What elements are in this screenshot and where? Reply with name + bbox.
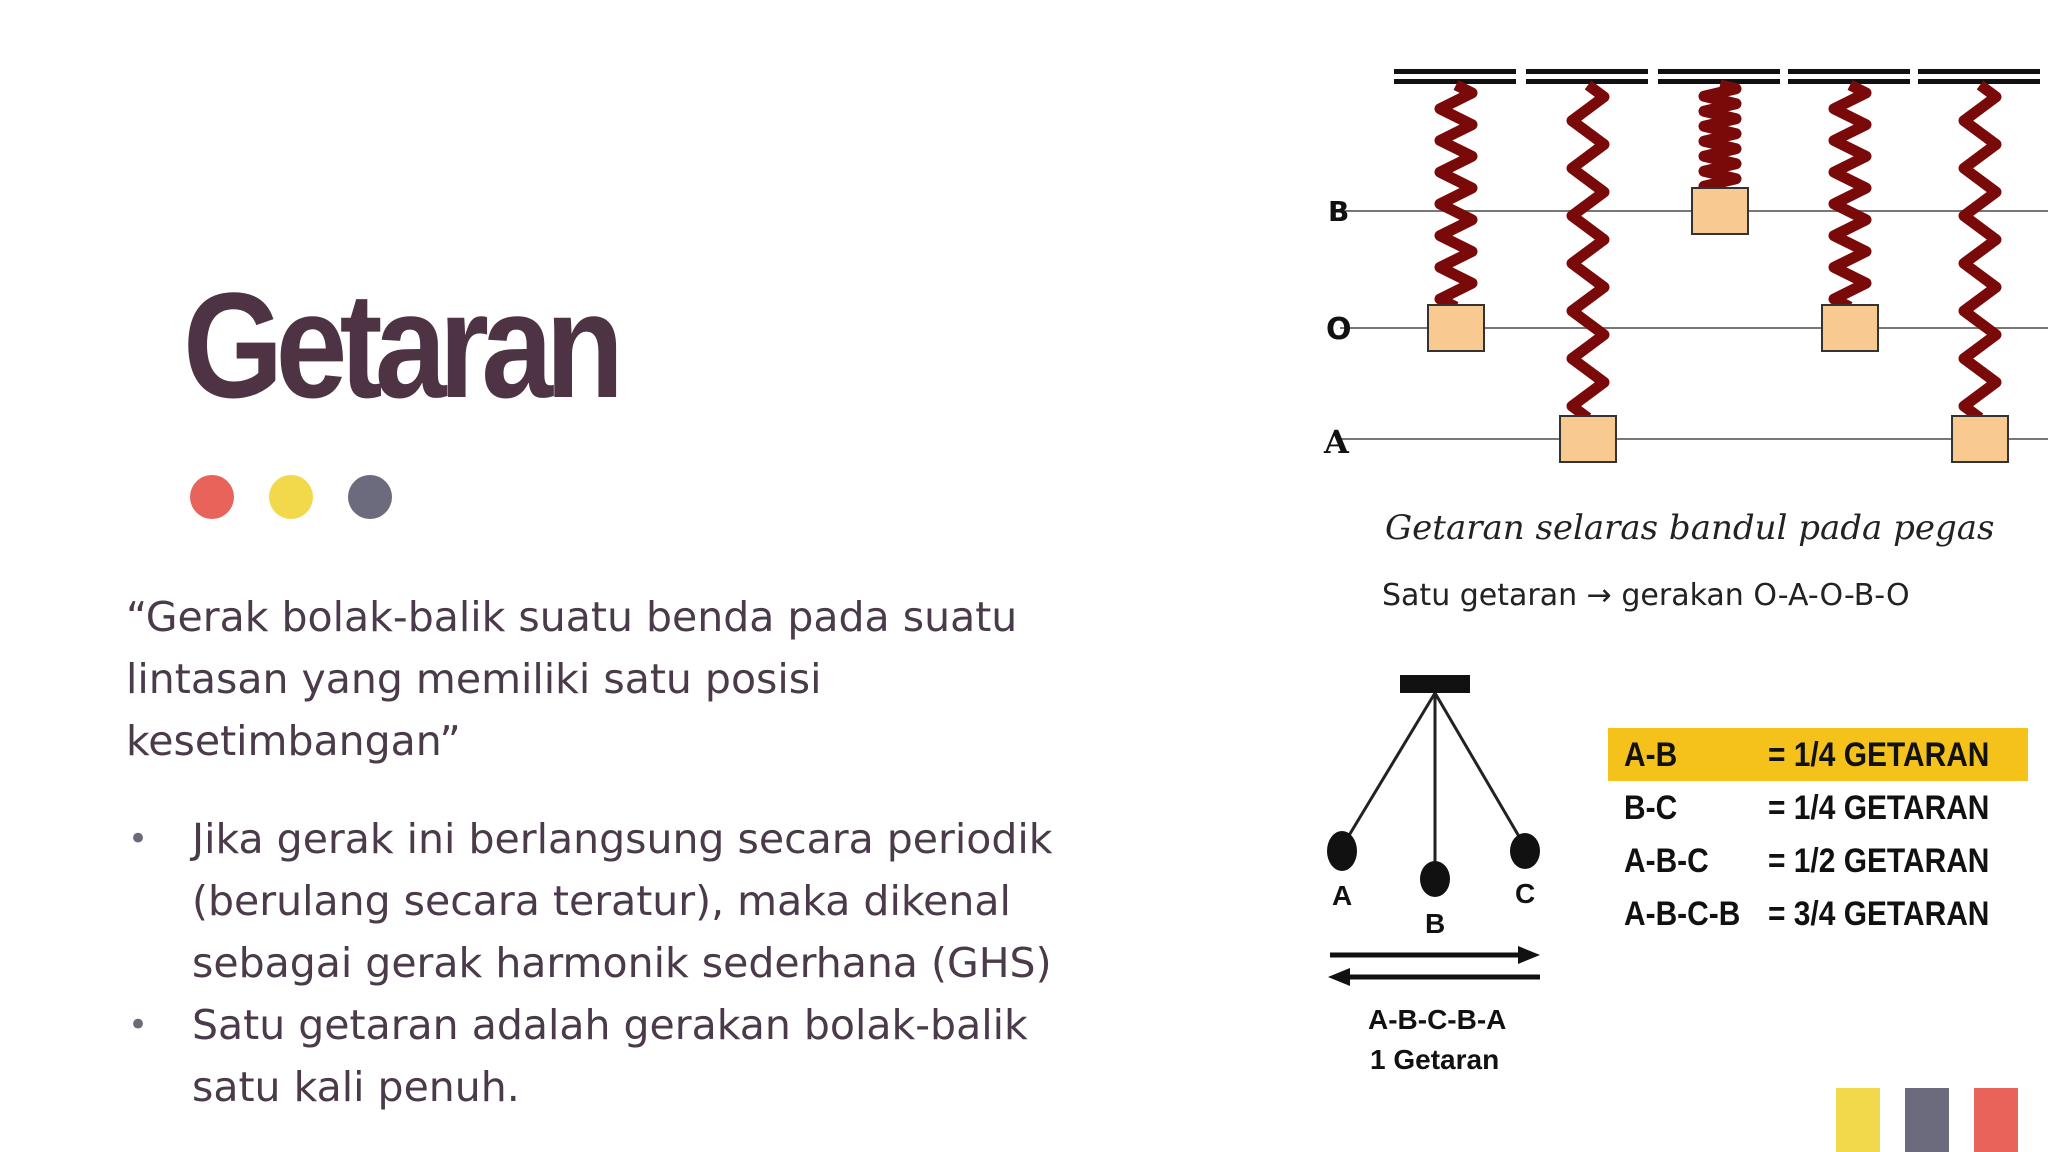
table-row	[1608, 728, 2028, 781]
bullet-item	[126, 808, 1126, 994]
deco-bar-gray	[1905, 1088, 1949, 1152]
label-b: B	[1328, 195, 1350, 228]
cycle-caption	[1382, 578, 1910, 613]
arrow-left-head	[1328, 968, 1350, 986]
spring	[1704, 85, 1736, 190]
spring-oscillation-figure	[1300, 55, 2048, 475]
table-path: B-C	[1624, 789, 1678, 827]
spring	[1440, 85, 1472, 307]
deco-bar-red	[1974, 1088, 2018, 1152]
pendulum-label-b: B	[1425, 908, 1446, 939]
arrow-icon: →	[1586, 578, 1612, 613]
mass-block	[1428, 305, 1484, 351]
bullet-icon: •	[128, 819, 149, 859]
pendulum-count: 1 Getaran	[1370, 1044, 1500, 1075]
table-value: = 1/4 GETARAN	[1768, 789, 1990, 827]
label-o: O	[1326, 312, 1352, 347]
page-title: Getaran	[183, 261, 617, 429]
yellow-dot	[269, 475, 313, 519]
table-row	[1608, 887, 2028, 940]
table-row	[1608, 781, 2028, 834]
mass-block	[1822, 305, 1878, 351]
pendulum-label-c: C	[1515, 878, 1536, 909]
table-row	[1608, 834, 2028, 887]
pendulum-label-a: A	[1332, 880, 1353, 911]
table-path: A-B	[1624, 736, 1678, 774]
cycle-text: gerakan O-A-O-B-O	[1621, 578, 1910, 613]
table-path: A-B-C	[1624, 842, 1709, 880]
spring-caption: Getaran selaras bandul pada pegas	[1385, 508, 1995, 548]
bullet-list	[126, 808, 1126, 1118]
definition-quote: “Gerak bolak-balik suatu benda pada suatu lintasan yang memiliki satu posisi kesetimbangan”	[126, 593, 1018, 765]
gray-dot	[348, 475, 392, 519]
spring	[1834, 85, 1866, 307]
vibration-fraction-table	[1608, 728, 2028, 940]
table-path: A-B-C-B	[1624, 895, 1741, 933]
red-dot	[190, 475, 234, 519]
cycle-prefix: Satu getaran	[1382, 578, 1578, 613]
mass-block	[1952, 416, 2008, 462]
table-value: = 3/4 GETARAN	[1768, 895, 1990, 933]
table-value: = 1/2 GETARAN	[1768, 842, 1990, 880]
mass-block	[1692, 188, 1748, 234]
spring	[1964, 85, 1996, 418]
bullet-text: Jika gerak ini berlangsung secara periodik (berulang secara teratur), maka dikenal sebagai gerak harmonik sederhana (GHS)	[192, 815, 1053, 987]
bullet-text: Satu getaran adalah gerakan bolak-balik satu kali penuh.	[192, 1001, 1028, 1111]
pendulum-path: A-B-C-B-A	[1368, 1004, 1507, 1035]
label-a: A	[1324, 423, 1349, 461]
pendulum-figure	[1300, 665, 1630, 1085]
table-value: = 1/4 GETARAN	[1768, 736, 1990, 774]
arrow-right-head	[1518, 946, 1540, 964]
mass-block	[1560, 416, 1616, 462]
spring	[1572, 85, 1604, 418]
bullet-icon: •	[128, 1005, 149, 1045]
bullet-item	[126, 994, 1126, 1118]
deco-bar-yellow	[1836, 1088, 1880, 1152]
